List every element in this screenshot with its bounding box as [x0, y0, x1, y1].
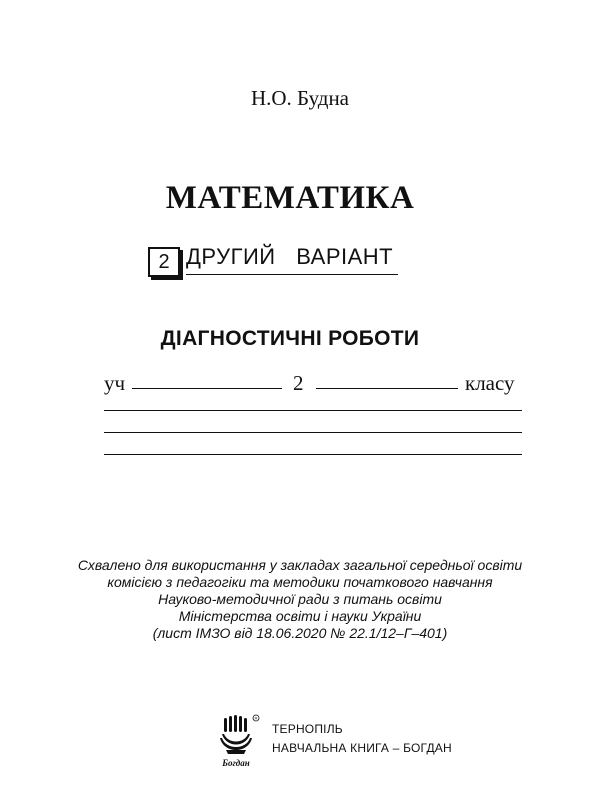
approval-notice — [0, 557, 600, 642]
class-letter-line[interactable] — [316, 388, 458, 389]
book-subtitle: ДІАГНОСТИЧНІ РОБОТИ — [160, 327, 420, 350]
approval-line: (лист ІМЗО від 18.06.2020 № 22.1/12–Г–401) — [152, 625, 448, 641]
variant-number-box: 2 — [148, 247, 180, 277]
publisher-logo-icon — [216, 714, 260, 770]
student-surname-line[interactable] — [132, 388, 282, 389]
book-title: МАТЕМАТИКА — [165, 180, 415, 216]
publisher-city: ТЕРНОПІЛЬ — [272, 722, 343, 736]
svg-text:R: R — [254, 715, 258, 721]
grade-number: 2 — [293, 371, 304, 395]
variant-label: ДРУГИЙ ВАРІАНТ — [186, 244, 394, 269]
fill-line[interactable] — [104, 410, 522, 411]
fill-line[interactable] — [104, 432, 522, 433]
author-name: Н.О. Будна — [250, 86, 350, 110]
student-prefix: уч — [104, 371, 126, 395]
approval-line: Науково-методичної ради з питань освіти — [158, 591, 442, 607]
approval-line: комісією з педагогіки та методики початкового навчання — [107, 574, 493, 590]
variant-underline — [186, 274, 398, 275]
fill-line[interactable] — [104, 454, 522, 455]
class-suffix: класу — [465, 371, 515, 395]
publisher-info — [272, 720, 452, 758]
publisher-name: НАВЧАЛЬНА КНИГА – БОГДАН — [272, 741, 452, 755]
approval-line: Міністерства освіти і науки України — [178, 608, 422, 624]
logo-wordmark: Богдан — [222, 758, 250, 768]
approval-line: Схвалено для використання у закладах загальної середньої освіти — [77, 557, 523, 573]
